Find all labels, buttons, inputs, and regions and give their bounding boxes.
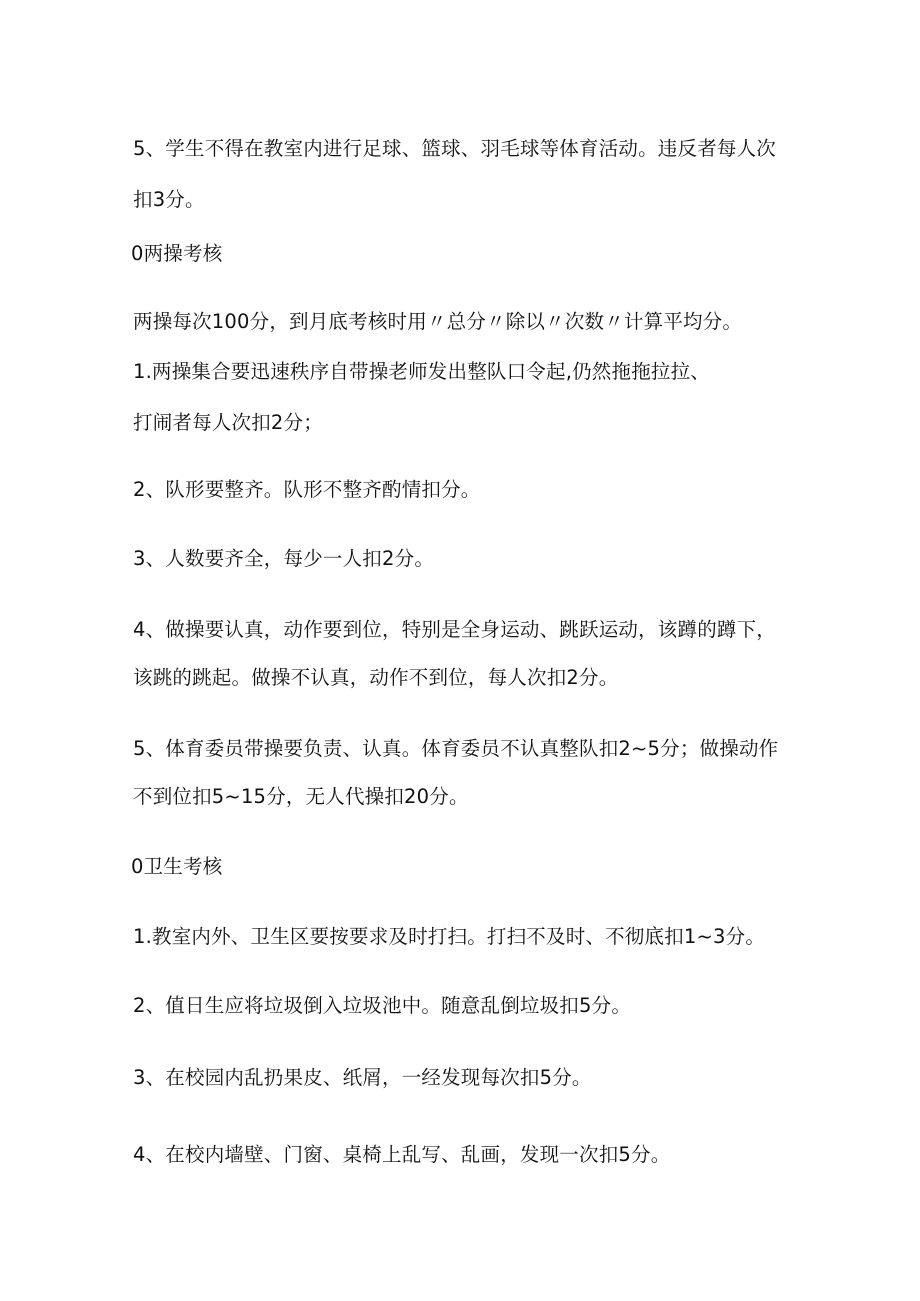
rule-line-14: 3、在校园内乱扔果皮、纸屑，一经发现每次扣5分。 [133,1066,592,1089]
rule-line-12: 1.教室内外、卫生区要按要求及时打扫。打扫不及时、不彻底扣1~3分。 [133,925,766,948]
rule-line-8: 4、做操要认真，动作要到位，特别是全身运动、跳跃运动，该蹲的蹲下， [133,618,777,641]
rule-line-10: 5、体育委员带操要负责、认真。体育委员不认真整队扣2~5分；做操动作 [133,737,779,760]
section-heading-two-exercises: 0两操考核 [131,242,223,265]
section-heading-hygiene: 0卫生考核 [131,855,223,878]
rule-line-9: 该跳的跳起。做操不认真，动作不到位，每人次扣2分。 [133,666,619,689]
rule-line-13: 2、值日生应将垃圾倒入垃圾池中。随意乱倒垃圾扣5分。 [133,994,632,1017]
rule-line-2: 扣3分。 [133,188,205,211]
rule-line-15: 4、在校内墙壁、门窗、桌椅上乱写、乱画，发现一次扣5分。 [133,1143,671,1166]
rule-line-1: 5、学生不得在教室内进行足球、篮球、羽毛球等体育活动。违反者每人次 [133,137,777,160]
rule-line-3: 两操每次100分，到月底考核时用〃总分〃除以〃次数〃计算平均分。 [133,310,743,333]
rule-line-11: 不到位扣5~15分，无人代操扣20分。 [133,785,469,808]
rule-line-4: 1.两操集合要迅速秩序自带操老师发出整队口令起,仍然拖拖拉拉、 [133,360,711,383]
rule-line-6: 2、队形要整齐。队形不整齐酌情扣分。 [133,478,481,501]
rule-line-5: 打闹者每人次扣2分； [133,411,323,434]
rule-line-7: 3、人数要齐全，每少一人扣2分。 [133,547,435,570]
